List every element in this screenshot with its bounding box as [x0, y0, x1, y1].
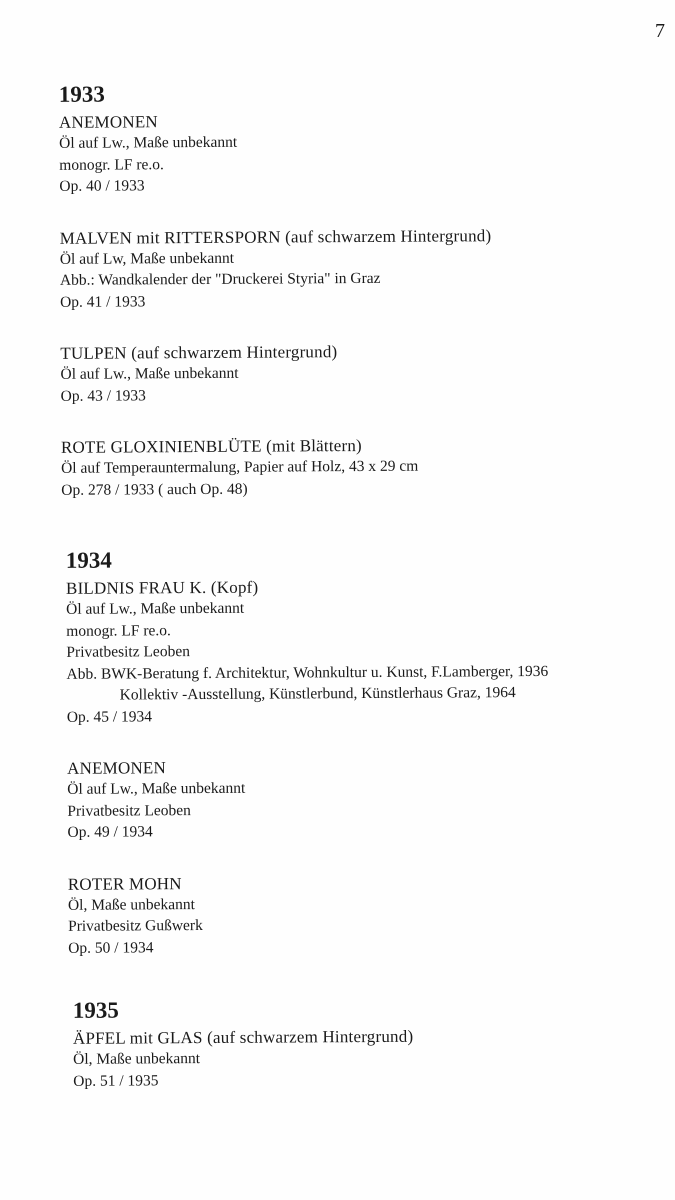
entry-title: BILDNIS FRAU K. (Kopf) [65, 577, 259, 598]
year-section-1933 [59, 78, 662, 501]
entry-medium: Öl auf Lw., Maße unbekannt [67, 779, 246, 798]
entry-opus: Op. 51 / 1935 [73, 1071, 159, 1090]
entry-title: ROTER MOHN [67, 873, 182, 894]
entry-provenance: Privatbesitz Leoben [66, 643, 190, 661]
catalog-entry [60, 224, 661, 313]
entry-illustration: Abb.: Wandkalender der "Druckerei Styria" in Graz [59, 269, 381, 289]
entry-medium: Öl auf Lw., Maße unbekannt [66, 599, 245, 618]
year-section-1934 [66, 544, 668, 959]
entry-title: ÄPFEL mit GLAS (auf schwarzem Hintergrund) [72, 1026, 414, 1048]
page-number: 7 [655, 20, 665, 42]
year-heading: 1935 [72, 997, 119, 1023]
year-section-1935 [73, 994, 674, 1092]
entry-medium: Öl auf Lw., Maße unbekannt [59, 133, 238, 152]
entry-opus: Op. 40 / 1933 [59, 177, 145, 195]
entry-opus: Op. 43 / 1933 [60, 386, 146, 405]
entry-provenance: Privatbesitz Gußwerk [68, 917, 203, 935]
entry-opus: Op. 50 / 1934 [68, 938, 154, 957]
catalog-entry [67, 754, 668, 843]
entry-opus: Op. 41 / 1933 [60, 292, 146, 311]
entry-title: ANEMONEN [67, 758, 167, 778]
entry-signature: monogr. LF re.o. [59, 155, 164, 174]
entry-illustration-continued: Kollektiv -Ausstellung, Künstlerbund, Künstlerhaus Graz, 1964 [119, 684, 516, 704]
entry-opus: Op. 45 / 1934 [66, 707, 153, 726]
catalog-entry [60, 339, 660, 407]
entry-medium: Öl, Maße unbekannt [73, 1050, 201, 1068]
entry-title: MALVEN mit RITTERSPORN (auf schwarzem Hintergrund) [59, 225, 492, 248]
catalog-entry [61, 433, 661, 501]
entry-medium: Öl auf Lw, Maße unbekannt [59, 249, 235, 268]
entry-provenance: Privatbesitz Leoben [67, 801, 191, 820]
year-heading: 1933 [58, 81, 105, 107]
entry-opus: Op. 278 / 1933 ( auch Op. 48) [61, 480, 248, 499]
entry-title: ROTE GLOXINIENBLÜTE (mit Blättern) [60, 435, 362, 457]
catalog-entry [66, 574, 667, 728]
entry-medium: Öl, Maße unbekannt [67, 895, 195, 914]
entry-opus: Op. 49 / 1934 [67, 823, 153, 841]
entry-title: ANEMONEN [58, 112, 158, 132]
year-heading: 1934 [65, 547, 112, 573]
catalog-entry [68, 870, 669, 959]
catalog-entry [59, 108, 660, 197]
entry-medium: Öl auf Temperauntermalung, Papier auf Holz, 43 x 29 cm [61, 457, 419, 477]
entry-signature: monogr. LF re.o. [66, 621, 171, 640]
entry-illustration: Abb. BWK-Beratung f. Architektur, Wohnkultur u. Kunst, F.Lamberger, 1936 [66, 662, 549, 683]
entry-title: TULPEN (auf schwarzem Hintergrund) [60, 342, 338, 363]
catalog-entry [73, 1024, 673, 1092]
entry-medium: Öl auf Lw., Maße unbekannt [60, 364, 239, 383]
